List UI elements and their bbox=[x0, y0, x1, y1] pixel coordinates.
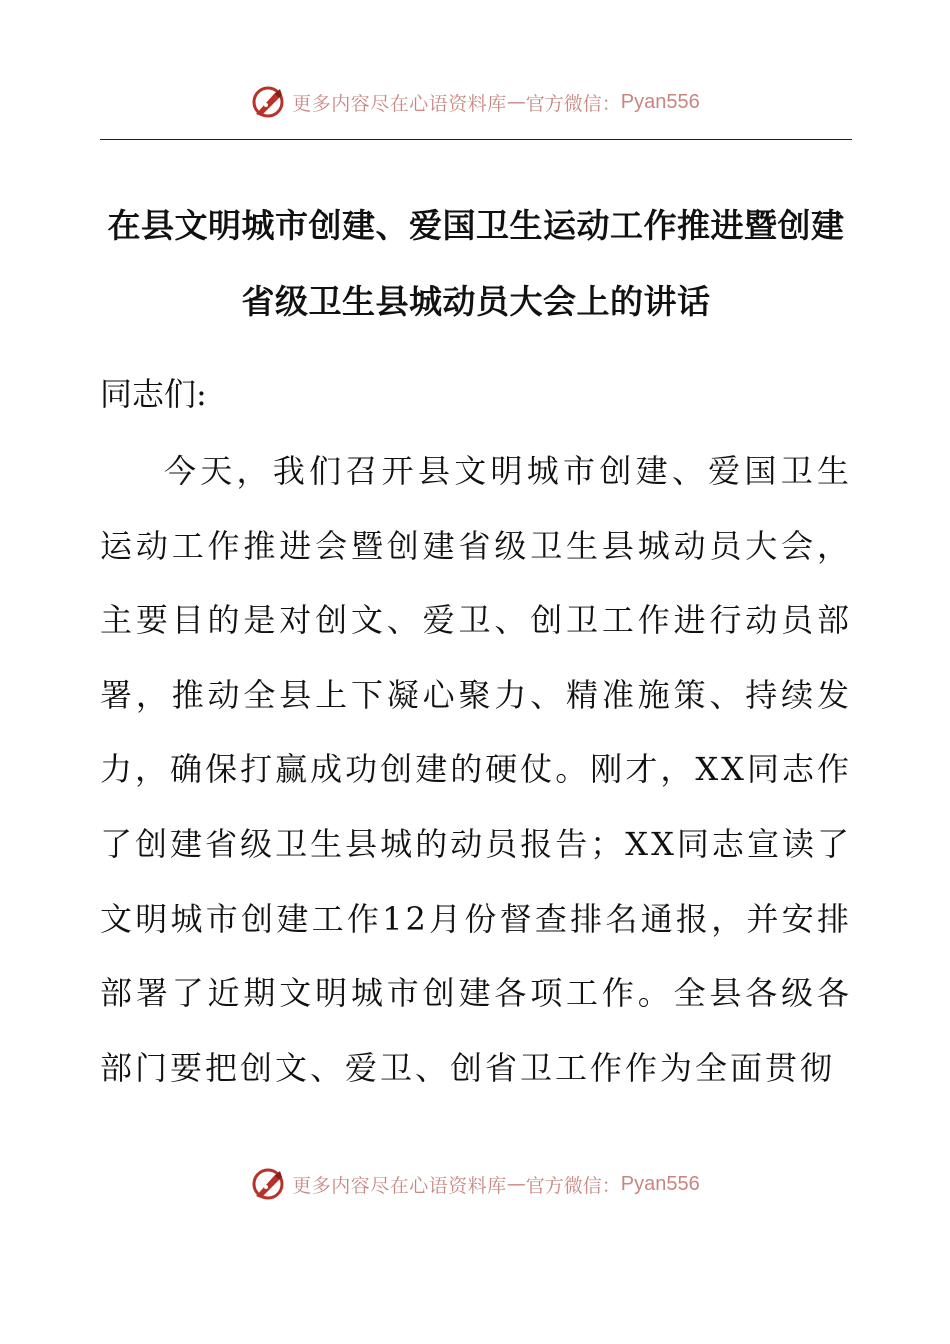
banner-separator: — bbox=[506, 91, 526, 113]
footer-banner bbox=[0, 1162, 950, 1206]
body-paragraph: 今天，我们召开县文明城市创建、爱国卫生运动工作推进会暨创建省级卫生县城动员大会，主要目的是对创文、爱卫、创卫工作进行动员部署，推动全县上下凝心聚力、精准施策、持续发力，确保打赢成功创建的硬仗。刚才，XX同志作了创建省级卫生县城的动员报告；XX同志宣读了文明城市创建工作12月份督查排名通报，并安排部署了近期文明城市创建各项工作。全县各级各部门要把创文、爱卫、创省卫工作作为全面贯彻 bbox=[100, 452, 852, 1087]
salutation: 同志们: bbox=[100, 375, 207, 413]
pen-nib-logo-icon bbox=[250, 1166, 286, 1202]
banner-wechat-id: Pyan556 bbox=[620, 1172, 700, 1195]
document-title: 在县文明城市创建、爱国卫生运动工作推进暨创建省级卫生县城动员大会上的讲话 bbox=[107, 206, 845, 321]
banner-label: 更多内容尽在心语资料库 bbox=[292, 92, 507, 115]
pen-nib-logo-icon bbox=[250, 84, 286, 120]
banner-wechat-id: Pyan556 bbox=[620, 90, 700, 113]
banner-separator: — bbox=[506, 1173, 526, 1195]
banner-wechat-prefix: 官方微信： bbox=[525, 92, 621, 115]
header-banner bbox=[0, 80, 950, 124]
banner-wechat-prefix: 官方微信： bbox=[525, 1174, 621, 1197]
header-divider bbox=[100, 139, 852, 140]
banner-label: 更多内容尽在心语资料库 bbox=[292, 1174, 507, 1197]
